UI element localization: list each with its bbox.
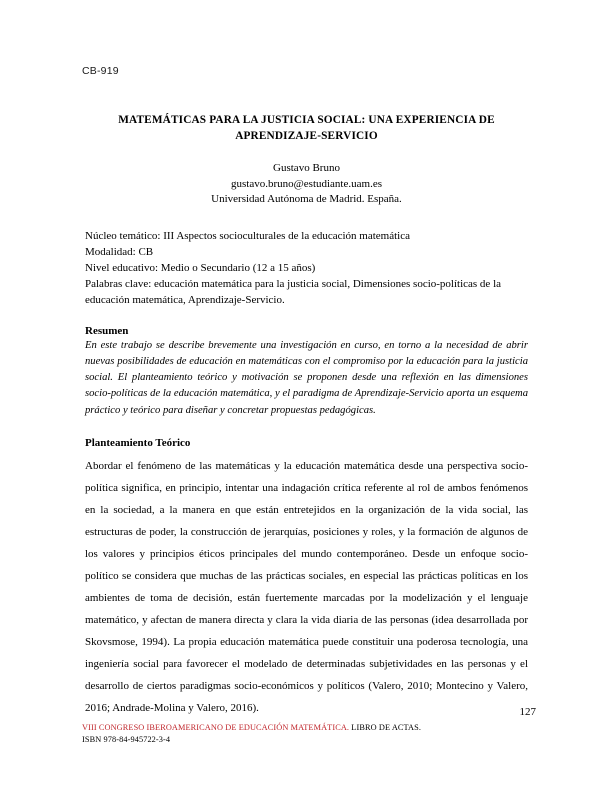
document-content — [85, 112, 528, 719]
footer-congress-line — [82, 722, 421, 734]
author-affiliation: Universidad Autónoma de Madrid. España. — [211, 193, 402, 206]
author-email: gustavo.bruno@estudiante.uam.es — [231, 177, 382, 190]
abstract-heading: Resumen — [85, 325, 129, 338]
author-name: Gustavo Bruno — [273, 162, 340, 175]
document-code: CB-919 — [82, 65, 119, 77]
footer-isbn: ISBN 978-84-945722-3-4 — [82, 735, 171, 745]
metadata-nucleo-tematico: Núcleo temático: III Aspectos socioculturales de la educación matemática — [85, 229, 410, 242]
page-number: 127 — [519, 706, 536, 718]
metadata-modalidad: Modalidad: CB — [85, 245, 154, 258]
abstract-section — [85, 325, 528, 418]
footer-congress-name: VIII CONGRESO IBEROAMERICANO DE EDUCACIÓN MATEMÁTICA. — [82, 723, 350, 732]
metadata-nivel-educativo: Nivel educativo: Medio o Secundario (12 a 15 años) — [85, 261, 316, 274]
metadata-palabras-clave: Palabras clave: educación matemática para la justicia social, Dimensiones socio-políticas de la educación matemática, Aprendizaje-Servicio. — [85, 278, 502, 307]
section-heading-planteamiento-teorico: Planteamiento Teórico — [85, 436, 191, 449]
page-footer — [82, 722, 421, 747]
metadata-block — [85, 228, 528, 308]
abstract-text: En este trabajo se describe brevemente una investigación en curso, en torno a la necesidad de abrir nuevas posibilidades de educación en matemáticas con el compromiso por la educación para la justicia social. El planteamiento teórico y motivación se proponen desde una reflexión en las dimensiones socio-políticas de la educación matemática, y el paradigma de Aprendizaje-Servicio aporta un esquema práctico y teórico para diseñar y concretar propuestas pedagógicas. — [85, 340, 528, 416]
section-paragraph: Abordar el fenómeno de las matemáticas y la educación matemática desde una perspectiva socio-política significa, en principio, intentar una indagación crítica referente al rol de ambos fenómenos en la sociedad, a la manera en que están entretejidos en la organización de la vida social, las estructuras de poder, la construcción de jerarquías, posiciones y roles, y la formación de algunos de los valores y principios éticos principales del mundo contemporáneo. Desde un enfoque socio-político se considera que muchas de las prácticas sociales, en especial las prácticas políticas en los ambientes de toma de decisión, están fuertemente marcadas por la modelización y el lenguaje matemático, y afectan de manera directa y clara la vida diaria de las personas (idea desarrollada por Skovsmose, 1994). La propia educación matemática puede constituir una poderosa tecnología, una ingeniería social para favorecer el modelado de determinadas subjetividades en las personas y el desarrollo de ciertos paradigmas socio-económicos y políticos (Valero, 2010; Montecino y Valero, 2016; Andrade-Molina y Valero, 2016). — [85, 459, 528, 714]
page-title: MATEMÁTICAS PARA LA JUSTICIA SOCIAL: UNA EXPERIENCIA DE APRENDIZAJE-SERVICIO — [118, 114, 495, 143]
theory-section — [85, 437, 528, 719]
footer-book-title: LIBRO DE ACTAS. — [349, 723, 422, 732]
author-block — [85, 161, 528, 208]
